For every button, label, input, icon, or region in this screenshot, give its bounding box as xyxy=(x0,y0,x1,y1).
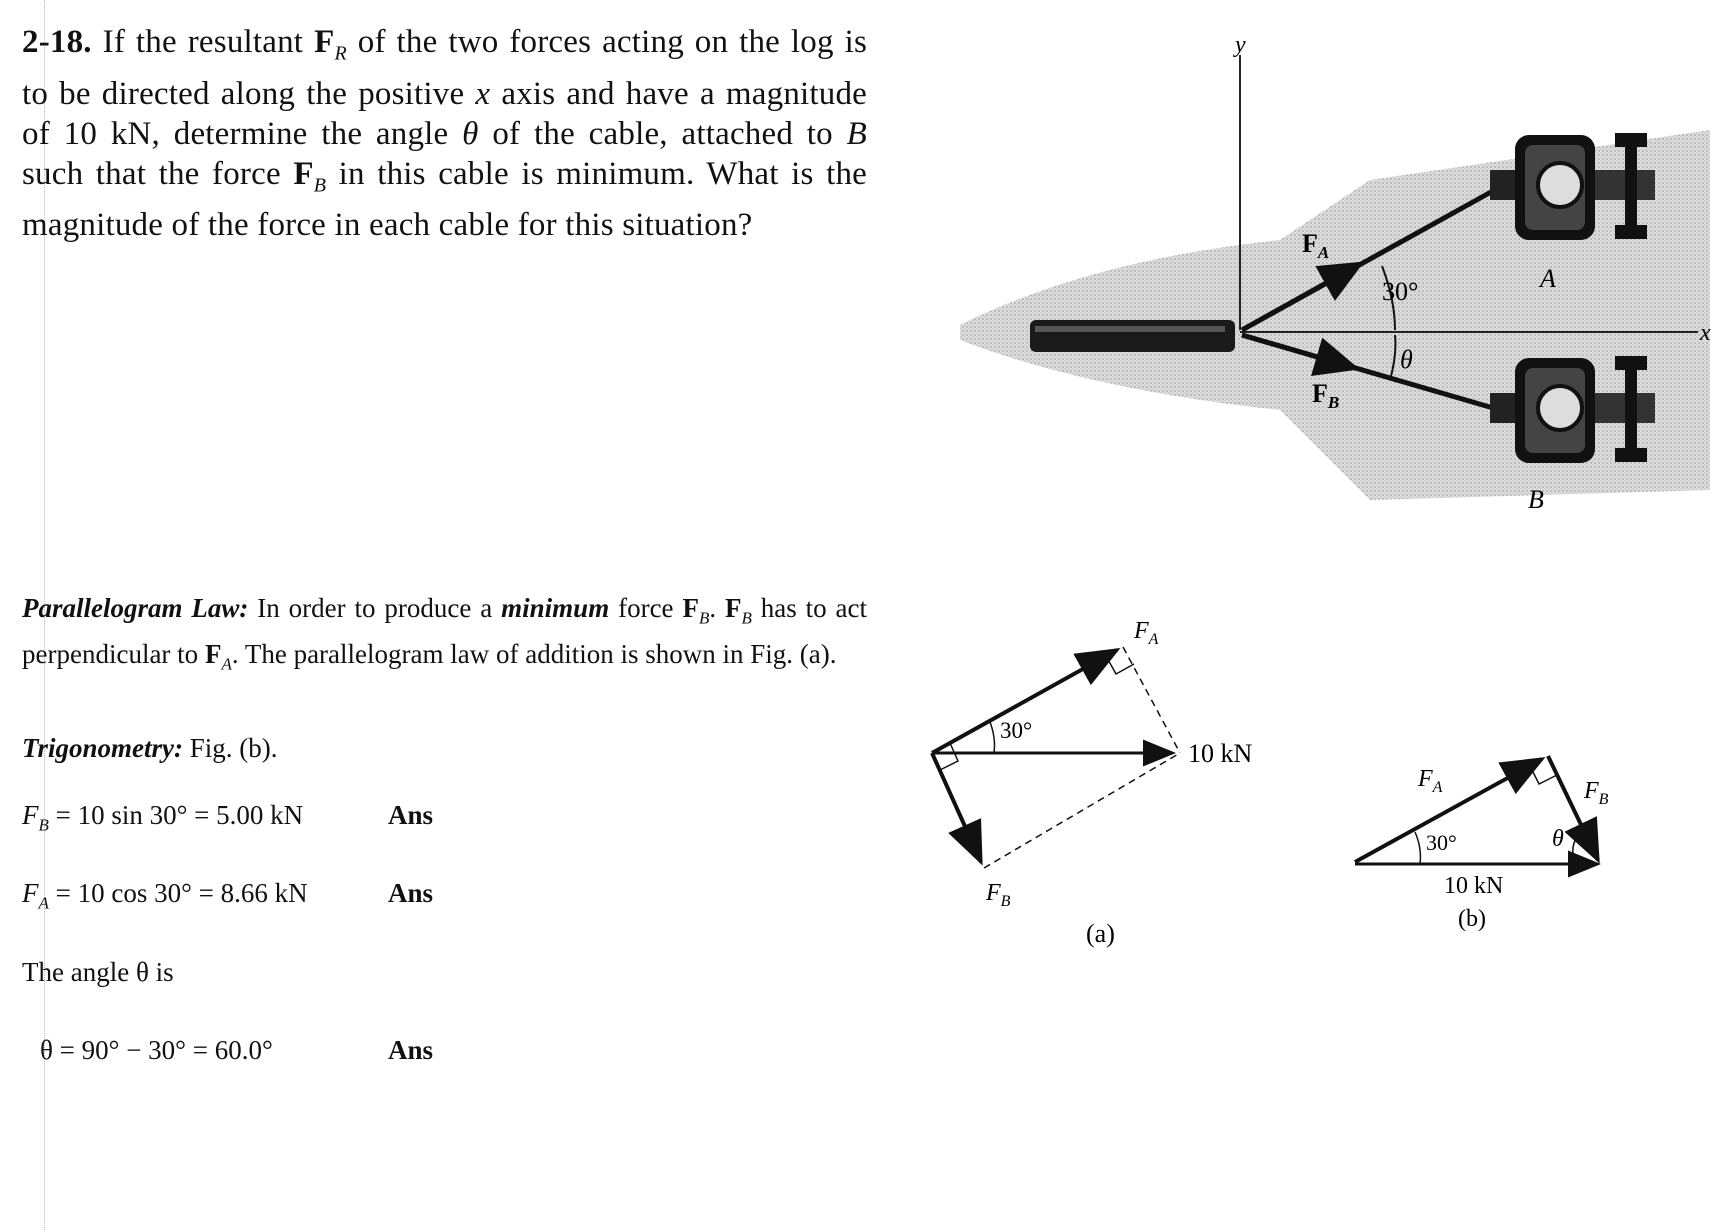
answer-label-theta: Ans xyxy=(388,1035,434,1065)
figure-a-parallelogram xyxy=(920,610,1290,950)
fig-b-force-a-label: $F_A$ xyxy=(1418,766,1443,796)
trigonometry-line: Trigonometry: Fig. (b). xyxy=(22,733,278,763)
tractor-a-label: A xyxy=(1540,264,1556,293)
fig-a-force-a-label: $F_A$ xyxy=(1134,618,1159,648)
fig-a-force-b-label: $F_B$ xyxy=(986,880,1011,910)
problem-number: 2-18. xyxy=(22,24,92,60)
fig-a-dashed-side-2 xyxy=(984,753,1180,868)
fig-a-angle-label: 30° xyxy=(1000,718,1033,743)
tractor-b-label: B xyxy=(1528,485,1544,514)
force-a-label: $F_A$ xyxy=(1302,229,1330,262)
fig-b-force-b-label: $F_B$ xyxy=(1584,778,1609,808)
trigonometry-title: Trigonometry: xyxy=(22,733,183,763)
fig-b-angle-arc xyxy=(1415,832,1420,864)
fig-b-caption: (b) xyxy=(1458,906,1486,932)
fig-a-resultant-label: 10 kN xyxy=(1188,739,1253,768)
fig-a-force-b xyxy=(932,753,981,862)
fig-a-dashed-side-1 xyxy=(1123,647,1180,753)
log-tractors-figure xyxy=(950,30,1720,520)
x-axis-label: x xyxy=(1700,320,1711,346)
parallelogram-paragraph: Parallelogram Law: In order to produce a minimum force $F_B$. $F_B$ has to act perpendicular to $F_A$. The parallelogram law of addition is shown in Fig. (a). xyxy=(22,593,868,674)
answer-label-fb: Ans xyxy=(388,800,434,830)
log xyxy=(1030,320,1235,352)
y-axis-label: y xyxy=(1235,32,1246,58)
equation-theta: θ = 90° − 30° = 60.0° xyxy=(40,1035,273,1065)
parallelogram-title: Parallelogram Law: xyxy=(22,593,249,623)
equation-fb: $F_B = 10$ sin 30° = 5.00 kN xyxy=(22,800,304,835)
equation-fa: $F_A = 10$ cos 30° = 8.66 kN xyxy=(22,878,308,913)
figure-b-triangle xyxy=(1340,740,1660,940)
fig-a-angle-arc xyxy=(990,722,995,753)
fig-b-resultant-label: 10 kN xyxy=(1444,873,1504,899)
problem-statement: 2-18. If the resultant $F_R$ of the two forces acting on the log is to be directed along the positive x axis and have a magnitude of 10 kN, determine the angle θ of the cable, attached to B such that the force $F_B$ in this cable is minimum. What is the magnitude of the force in each cable for this situation? xyxy=(22,24,867,244)
angle-a-label: 30° xyxy=(1382,277,1419,306)
fig-b-theta-arc xyxy=(1573,832,1580,862)
angle-b-label: θ xyxy=(1400,345,1413,374)
force-b-label: $F_B$ xyxy=(1312,379,1340,412)
fig-b-theta-label: θ xyxy=(1552,826,1564,852)
answer-label-fa: Ans xyxy=(388,878,434,908)
fig-b-angle-label: 30° xyxy=(1426,830,1457,855)
angle-text: The angle θ is xyxy=(22,957,174,987)
fig-a-caption: (a) xyxy=(1086,919,1115,948)
